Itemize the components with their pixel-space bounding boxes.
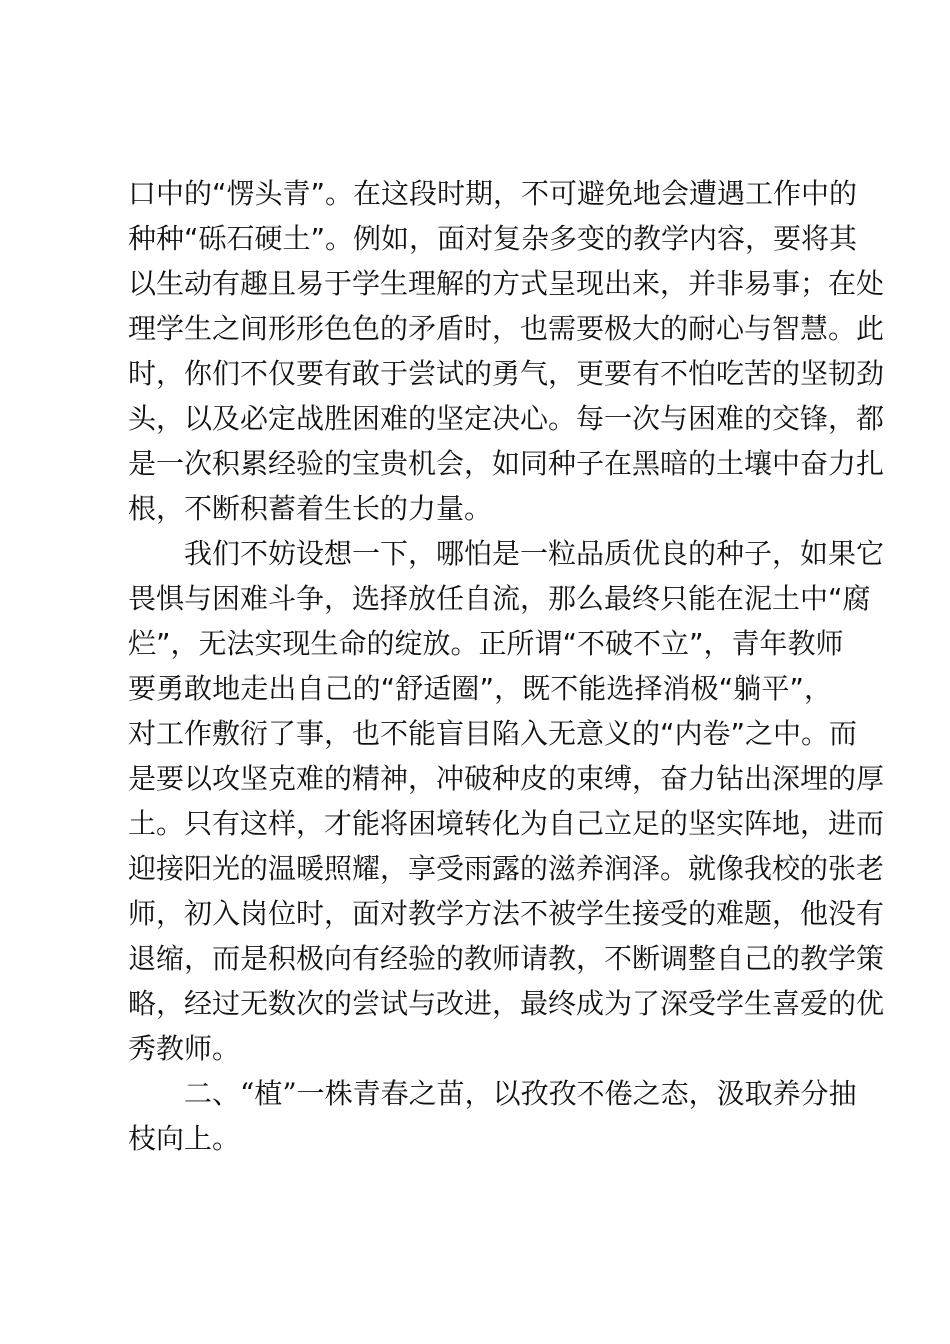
paragraph-line: 烂”，无法实现生命的绽放。正所谓“不破不立”，青年教师 bbox=[128, 627, 844, 660]
paragraph-line: 是一次积累经验的宝贵机会，如同种子在黑暗的土壤中奋力扎 bbox=[128, 447, 885, 480]
heading-line: 枝向上。 bbox=[128, 1122, 241, 1155]
paragraph-line: 我们不妨设想一下，哪怕是一粒品质优良的种子，如果它 bbox=[184, 537, 885, 570]
paragraph-line: 师，初入岗位时，面对教学方法不被学生接受的难题，他没有 bbox=[128, 897, 885, 930]
paragraph-2 bbox=[128, 531, 885, 1071]
paragraph-line: 口中的“愣头青”。在这段时期，不可避免地会遭遇工作中的 bbox=[128, 177, 858, 210]
paragraph-line: 要勇敢地走出自己的“舒适圈”，既不能选择消极“躺平”， bbox=[128, 672, 832, 705]
paragraph-line: 对工作敷衍了事，也不能盲目陷入无意义的“内卷”之中。而 bbox=[128, 717, 858, 750]
paragraph-line: 理学生之间形形色色的矛盾时，也需要极大的耐心与智慧。此 bbox=[128, 312, 885, 345]
paragraph-line: 迎接阳光的温暖照耀，享受雨露的滋养润泽。就像我校的张老 bbox=[128, 852, 885, 885]
paragraph-line: 退缩，而是积极向有经验的教师请教，不断调整自己的教学策 bbox=[128, 942, 885, 975]
paragraph-line: 土。只有这样，才能将困境转化为自己立足的坚实阵地，进而 bbox=[128, 807, 885, 840]
paragraph-line: 畏惧与困难斗争，选择放任自流，那么最终只能在泥土中“腐 bbox=[128, 582, 871, 615]
paragraph-line: 根，不断积蓄着生长的力量。 bbox=[128, 492, 493, 525]
heading-line: 二、“植”一株青春之苗，以孜孜不倦之态，汲取养分抽 bbox=[184, 1077, 857, 1110]
document-body bbox=[128, 171, 885, 1161]
paragraph-line: 是要以攻坚克难的精神，冲破种皮的束缚，奋力钻出深埋的厚 bbox=[128, 762, 885, 795]
paragraph-line: 种种“砾石硬土”。例如，面对复杂多变的教学内容，要将其 bbox=[128, 222, 858, 255]
section-heading bbox=[128, 1071, 857, 1161]
paragraph-line: 略，经过无数次的尝试与改进，最终成为了深受学生喜爱的优 bbox=[128, 987, 885, 1020]
paragraph-1 bbox=[128, 171, 885, 531]
paragraph-line: 头，以及必定战胜困难的坚定决心。每一次与困难的交锋，都 bbox=[128, 402, 885, 435]
paragraph-line: 秀教师。 bbox=[128, 1032, 241, 1065]
paragraph-line: 以生动有趣且易于学生理解的方式呈现出来，并非易事；在处 bbox=[128, 267, 885, 300]
paragraph-line: 时，你们不仅要有敢于尝试的勇气，更要有不怕吃苦的坚韧劲 bbox=[128, 357, 885, 390]
